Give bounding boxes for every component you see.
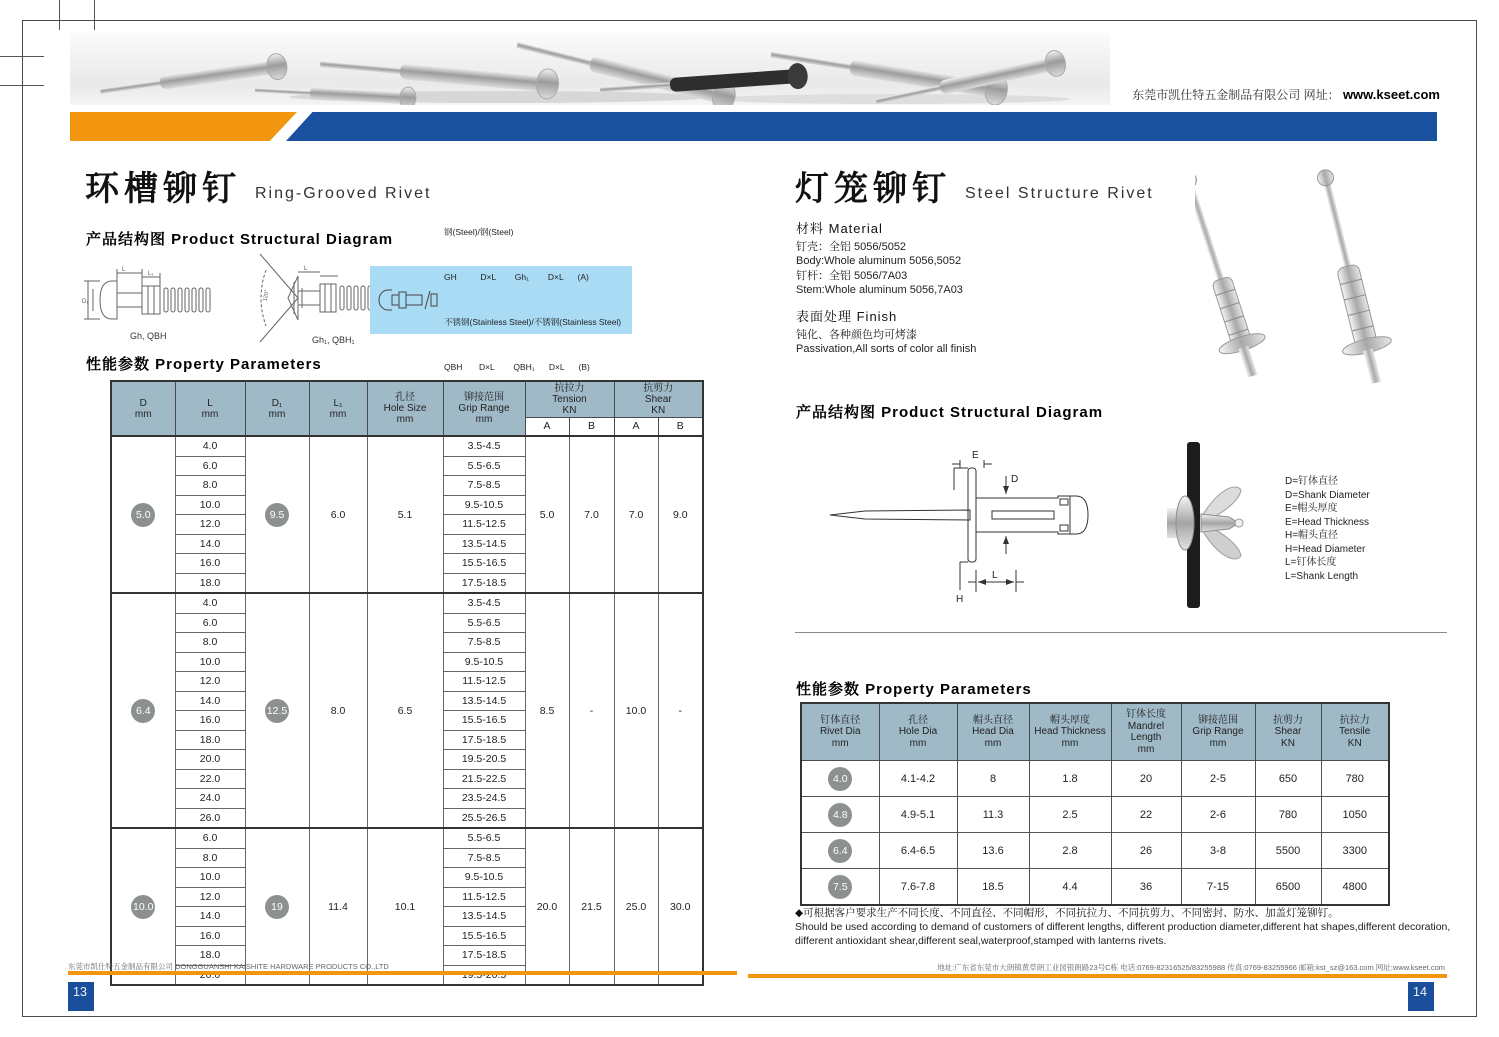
d-badge: 6.4 [131, 699, 155, 723]
head-thk-cell: 4.4 [1029, 869, 1111, 906]
dim-label: D=Shank Diameter [1285, 489, 1370, 501]
svg-text:H: H [956, 594, 964, 605]
tension-b-cell: 7.0 [569, 436, 614, 593]
l-value-cell: 10.0 [175, 868, 245, 888]
custom-order-note [795, 906, 1455, 948]
grip-cell: 2-6 [1181, 797, 1255, 833]
column-header: 抗剪力 Shear KN [1255, 703, 1321, 761]
grip-range-cell: 11.5-12.5 [443, 515, 525, 535]
l-value-cell: 6.0 [175, 828, 245, 848]
right-footer-rule [748, 974, 1447, 978]
tensile-cell: 4800 [1321, 869, 1389, 906]
column-header: D₁ mm [245, 381, 309, 436]
hole-size-cell: 6.5 [367, 593, 443, 828]
l-value-cell: 10.0 [175, 652, 245, 672]
table-head [111, 381, 703, 436]
grip-range-cell: 7.5-8.5 [443, 848, 525, 868]
grip-range-cell: 17.5-18.5 [443, 573, 525, 593]
grip-range-cell: 9.5-10.5 [443, 652, 525, 672]
material-block [796, 222, 963, 298]
rivet-diagram-dome [78, 255, 258, 345]
grip-range-cell: 5.5-6.5 [443, 456, 525, 476]
diagram-caption-b: Gh₁, QBH₁ [312, 335, 355, 345]
length-cell: 20 [1111, 761, 1181, 797]
tensile-cell: 3300 [1321, 833, 1389, 869]
l-value-cell: 4.0 [175, 436, 245, 456]
l-value-cell: 8.0 [175, 848, 245, 868]
rivet-dia-badge: 6.4 [828, 839, 852, 863]
grip-range-cell: 7.5-8.5 [443, 633, 525, 653]
l-value-cell: 16.0 [175, 926, 245, 946]
grip-range-cell: 23.5-24.5 [443, 789, 525, 809]
column-header-group: 抗剪力 Shear KN [614, 381, 703, 418]
grip-range-cell: 11.5-12.5 [443, 672, 525, 692]
rivet-dia-badge: 4.0 [828, 767, 852, 791]
left-page-number: 13 [68, 982, 94, 1011]
right-title-cn: 灯笼铆钉 [795, 170, 951, 208]
grip-range-cell: 3.5-4.5 [443, 436, 525, 456]
column-header: 钉体直径 Rivet Dia mm [801, 703, 879, 761]
finish-block [796, 310, 976, 357]
header-row [111, 381, 703, 418]
hole-cell: 4.1-4.2 [879, 761, 957, 797]
material-heading: 材料 Material [796, 221, 883, 236]
table-row [801, 761, 1389, 797]
right-params-heading: 性能参数 Property Parameters [796, 681, 1032, 698]
l1-value-cell: 6.0 [309, 436, 367, 593]
table-head [801, 703, 1389, 761]
right-page-number: 14 [1408, 982, 1434, 1011]
l1-value-cell: 11.4 [309, 828, 367, 985]
length-cell: 36 [1111, 869, 1181, 906]
left-footer-rule [68, 971, 737, 975]
table-row [801, 833, 1389, 869]
column-header: 铆接范围 Grip Range mm [1181, 703, 1255, 761]
shear-a-cell: 7.0 [614, 436, 658, 593]
column-header: 抗拉力 Tensile KN [1321, 703, 1389, 761]
section-divider [795, 632, 1447, 633]
grip-range-cell: 13.5-14.5 [443, 907, 525, 927]
diagram-caption-a: Gh, QBH [130, 331, 167, 341]
left-title-cn: 环槽铆钉 [85, 170, 241, 208]
grip-range-cell: 21.5-22.5 [443, 769, 525, 789]
tensile-cell: 780 [1321, 761, 1389, 797]
shear-cell: 780 [1255, 797, 1321, 833]
length-cell: 26 [1111, 833, 1181, 869]
grip-range-cell: 15.5-16.5 [443, 926, 525, 946]
grip-cell: 7-15 [1181, 869, 1255, 906]
finish-line: 钝化、各种颜色均可烤漆 [796, 328, 917, 341]
head-dia-cell: 13.6 [957, 833, 1029, 869]
d1-value-cell [245, 436, 309, 593]
header-row [801, 703, 1389, 761]
grip-range-cell: 7.5-8.5 [443, 476, 525, 496]
subcolumn-header: B [658, 418, 703, 437]
grip-range-cell: 15.5-16.5 [443, 554, 525, 574]
spec-line-steel: 钢(Steel)/钢(Steel) [444, 227, 514, 237]
banner-blue-bar [286, 112, 1437, 141]
grip-range-cell: 15.5-16.5 [443, 711, 525, 731]
finish-line: Passivation,All sorts of color all finish [796, 343, 977, 355]
d1-badge: 12.5 [265, 699, 289, 723]
dim-label: H=帽头直径 [1285, 530, 1339, 541]
l-value-cell: 6.0 [175, 456, 245, 476]
rivet-dia-cell [801, 869, 879, 906]
table-row [111, 436, 703, 456]
grip-range-cell [443, 965, 525, 985]
hole-cell: 4.9-5.1 [879, 797, 957, 833]
dim-label: H=Head Diameter [1285, 543, 1366, 555]
right-structure-heading: 产品结构图 Product Structural Diagram [796, 404, 1104, 421]
l-value-cell: 10.0 [175, 495, 245, 515]
svg-text:L: L [304, 266, 308, 272]
table-body [801, 761, 1389, 906]
l-value-cell: 18.0 [175, 946, 245, 966]
grip-range-cell: 5.5-6.5 [443, 828, 525, 848]
left-title-en: Ring-Grooved Rivet [255, 185, 432, 202]
column-header: 钉体长度 Mandrel Length mm [1111, 703, 1181, 761]
svg-text:L₁: L₁ [148, 271, 154, 277]
l-value-cell: 14.0 [175, 907, 245, 927]
table-row [111, 593, 703, 613]
head-thk-cell: 1.8 [1029, 761, 1111, 797]
left-page-title [85, 172, 432, 206]
grip-range-cell: 9.5-10.5 [443, 495, 525, 515]
shear-a-cell: 25.0 [614, 828, 658, 985]
d1-value-cell [245, 593, 309, 828]
dim-label: L=钉体长度 [1285, 557, 1337, 568]
l-value-cell: 20.0 [175, 750, 245, 770]
grip-range-cell: 17.5-18.5 [443, 730, 525, 750]
banner-orange-bar [70, 112, 297, 141]
shear-b-cell: - [658, 593, 703, 828]
d-value-cell [111, 436, 175, 593]
material-spec-box [370, 227, 632, 372]
rivet-photo-strip [70, 33, 1110, 105]
rivet-technical-drawing [820, 430, 1150, 615]
grip-range-cell: 17.5-18.5 [443, 946, 525, 966]
note-en: Should be used according to demand of customers of different lengths, different production diameter,different hat shapes,different decoration, different antioxidant shear,different seal,waterproof,stamped with lanterns rivets. [795, 921, 1451, 947]
dim-label: E=Head Thickness [1285, 516, 1370, 528]
l-value-cell: 22.0 [175, 769, 245, 789]
svg-text:L: L [992, 570, 998, 581]
table-row [801, 869, 1389, 906]
svg-text:L: L [122, 267, 126, 273]
finish-heading: 表面处理 Finish [796, 309, 898, 324]
grip-cell: 2-5 [1181, 761, 1255, 797]
hole-cell: 6.4-6.5 [879, 833, 957, 869]
table-row [801, 797, 1389, 833]
column-header: D mm [111, 381, 175, 436]
l-value-cell: 18.0 [175, 730, 245, 750]
website-link[interactable]: www.kseet.com [1342, 87, 1440, 102]
shear-a-cell: 10.0 [614, 593, 658, 828]
grip-range-cell: 19.5-20.5 [443, 750, 525, 770]
left-footer-company: 东莞市凯仕特五金制品有限公司 DONGGUANSHI KAISHITE HARDWARE PRODUCTS CO.,LTD [68, 962, 389, 971]
column-header: 孔径 Hole Dia mm [879, 703, 957, 761]
l-value-cell: 14.0 [175, 691, 245, 711]
left-structure-heading: 产品结构图 Product Structural Diagram [86, 231, 394, 248]
rivet-dia-cell [801, 761, 879, 797]
rivet-outline-icon [376, 282, 438, 318]
head-thk-cell: 2.8 [1029, 833, 1111, 869]
column-header: 帽头厚度 Head Thickness mm [1029, 703, 1111, 761]
note-cn: ◆可根据客户要求生产不同长度、不同直径、不同帽形，不同抗拉力、不同抗剪力、不同密封、防水、加盖灯笼铆钉。 [795, 907, 1339, 919]
left-params-heading: 性能参数 Property Parameters [86, 356, 322, 373]
spec-line-steel-codes: GH D×L Gh₁ D×L (A) [444, 272, 589, 282]
diagram-angle-label: 120° [262, 289, 271, 302]
d-badge: 10.0 [131, 895, 155, 919]
l1-value-cell: 8.0 [309, 593, 367, 828]
head-dia-cell: 8 [957, 761, 1029, 797]
tension-b-cell: - [569, 593, 614, 828]
l-value-cell: 16.0 [175, 554, 245, 574]
spec-line-stainless: 不锈钢(Stainless Steel)/不锈钢(Stainless Steel) [444, 317, 622, 327]
ring-grooved-rivet-table [110, 380, 704, 986]
l-value-cell: 4.0 [175, 593, 245, 613]
length-cell: 22 [1111, 797, 1181, 833]
dimension-label-list [1285, 475, 1370, 583]
table-row [111, 828, 703, 848]
l-value-cell: 6.0 [175, 613, 245, 633]
grip-cell: 3-8 [1181, 833, 1255, 869]
shear-cell: 5500 [1255, 833, 1321, 869]
rivet-dia-badge: 4.8 [828, 803, 852, 827]
column-header: 帽头直径 Head Dia mm [957, 703, 1029, 761]
table-body [111, 436, 703, 985]
tensile-cell: 1050 [1321, 797, 1389, 833]
column-header: L mm [175, 381, 245, 436]
company-name: 东莞市凯仕特五金制品有限公司 网址： [1132, 88, 1340, 102]
rivet-dia-cell [801, 797, 879, 833]
material-line: 钉杆：全铝 5056/7A03 [796, 269, 908, 282]
spec-line-stainless-codes: QBH D×L QBH₁ D×L (B) [444, 362, 590, 372]
tension-a-cell: 5.0 [525, 436, 569, 593]
grip-range-cell: 3.5-4.5 [443, 593, 525, 613]
material-line: Body:Whole aluminum 5056,5052 [796, 255, 962, 267]
head-dia-cell: 18.5 [957, 869, 1029, 906]
subcolumn-header: A [525, 418, 569, 437]
hole-size-cell: 5.1 [367, 436, 443, 593]
l-value-cell: 18.0 [175, 573, 245, 593]
rivet-dia-cell [801, 833, 879, 869]
hole-cell: 7.6-7.8 [879, 869, 957, 906]
dim-label: D=钉体直径 [1285, 476, 1339, 487]
grip-range-cell: 25.5-26.5 [443, 808, 525, 828]
material-line: Stem:Whole aluminum 5056,7A03 [796, 284, 963, 296]
lantern-rivet-photos [1195, 158, 1465, 393]
right-title-en: Steel Structure Rivet [965, 185, 1154, 202]
dim-label: L=Shank Length [1285, 570, 1359, 582]
subcolumn-header: B [569, 418, 614, 437]
material-line: 钉壳：全铝 5056/5052 [796, 240, 907, 253]
shear-b-cell: 30.0 [658, 828, 703, 985]
l-value-cell: 26.0 [175, 808, 245, 828]
l-value-cell: 16.0 [175, 711, 245, 731]
l-value-cell: 12.0 [175, 887, 245, 907]
l-value-cell: 12.0 [175, 515, 245, 535]
subcolumn-header: A [614, 418, 658, 437]
d1-badge: 19 [265, 895, 289, 919]
column-header: L₁ mm [309, 381, 367, 436]
shear-cell: 650 [1255, 761, 1321, 797]
d1-badge: 9.5 [265, 503, 289, 527]
steel-structure-rivet-table [800, 702, 1390, 906]
installed-rivet-photo [1135, 438, 1265, 613]
dim-label: E=帽头厚度 [1285, 503, 1338, 514]
hole-size-cell: 10.1 [367, 828, 443, 985]
tension-a-cell: 20.0 [525, 828, 569, 985]
head-dia-cell: 11.3 [957, 797, 1029, 833]
right-footer-contact: 地址:广东省东莞市大朗镇黄草朗工业园银朗路23号C栋 电话:0769-82316525/83255988 传真:0769-83255966 邮箱:kst_sz@163.com 网址:www.kseet.com [937, 963, 1445, 972]
column-header: 孔径 Hole Size mm [367, 381, 443, 436]
tension-a-cell: 8.5 [525, 593, 569, 828]
grip-range-cell: 13.5-14.5 [443, 691, 525, 711]
tension-b-cell: 21.5 [569, 828, 614, 985]
l-value-cell: 12.0 [175, 672, 245, 692]
l-value-cell: 8.0 [175, 633, 245, 653]
svg-text:D: D [1011, 474, 1019, 485]
shear-cell: 6500 [1255, 869, 1321, 906]
head-thk-cell: 2.5 [1029, 797, 1111, 833]
d-badge: 5.0 [131, 503, 155, 527]
column-header-group: 抗拉力 Tension KN [525, 381, 614, 418]
svg-text:D₁: D₁ [82, 299, 89, 305]
svg-text:E: E [972, 450, 979, 461]
l-value-cell: 14.0 [175, 534, 245, 554]
rivets-photo [70, 33, 1110, 105]
rivet-dia-badge: 7.5 [828, 875, 852, 899]
grip-range-cell: 11.5-12.5 [443, 887, 525, 907]
column-header: 铆接范围 Grip Range mm [443, 381, 525, 436]
shear-b-cell: 9.0 [658, 436, 703, 593]
company-header-line [1095, 86, 1440, 103]
right-page-title [795, 172, 1154, 206]
d-value-cell [111, 593, 175, 828]
l-value-cell: 24.0 [175, 789, 245, 809]
l-value-cell: 8.0 [175, 476, 245, 496]
grip-range-cell: 5.5-6.5 [443, 613, 525, 633]
grip-range-cell: 9.5-10.5 [443, 868, 525, 888]
grip-range-cell: 13.5-14.5 [443, 534, 525, 554]
